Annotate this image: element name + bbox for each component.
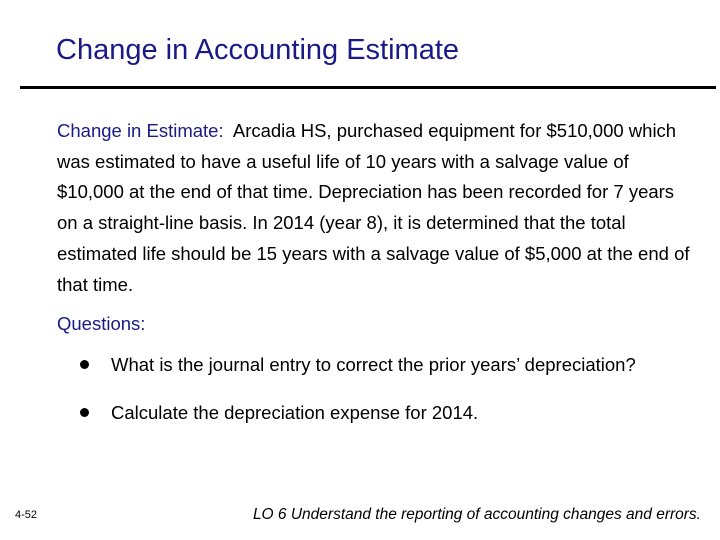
- question-item: [80, 398, 680, 428]
- question-text: Calculate the depreciation expense for 2014.: [111, 402, 479, 423]
- title-divider: [20, 86, 716, 89]
- intro-text: Arcadia HS, purchased equipment for $510,000 which was estimated to have a useful life of 10 years with a salvage value of $10,000 at the end of that time. Depreciation has been recorded for 7 years on a straight-line basis. In 2014 (year 8), it is determined that the total estimated life should be 15 years with a salvage value of $5,000 at the end of that time.: [57, 120, 690, 295]
- slide-number: 4-52: [15, 509, 38, 521]
- question-item: [80, 350, 680, 380]
- intro-label: Change in Estimate:: [57, 120, 224, 141]
- intro-paragraph: [57, 116, 697, 300]
- bullet-icon: [80, 360, 89, 369]
- bullet-icon: [80, 408, 89, 417]
- slide-title: Change in Accounting Estimate: [56, 34, 460, 66]
- question-text: What is the journal entry to correct the prior years’ depreciation?: [111, 354, 636, 375]
- questions-list: [80, 350, 680, 428]
- learning-objective-footer: LO 6 Understand the reporting of accounting changes and errors.: [252, 506, 701, 523]
- questions-heading: Questions:: [57, 313, 146, 334]
